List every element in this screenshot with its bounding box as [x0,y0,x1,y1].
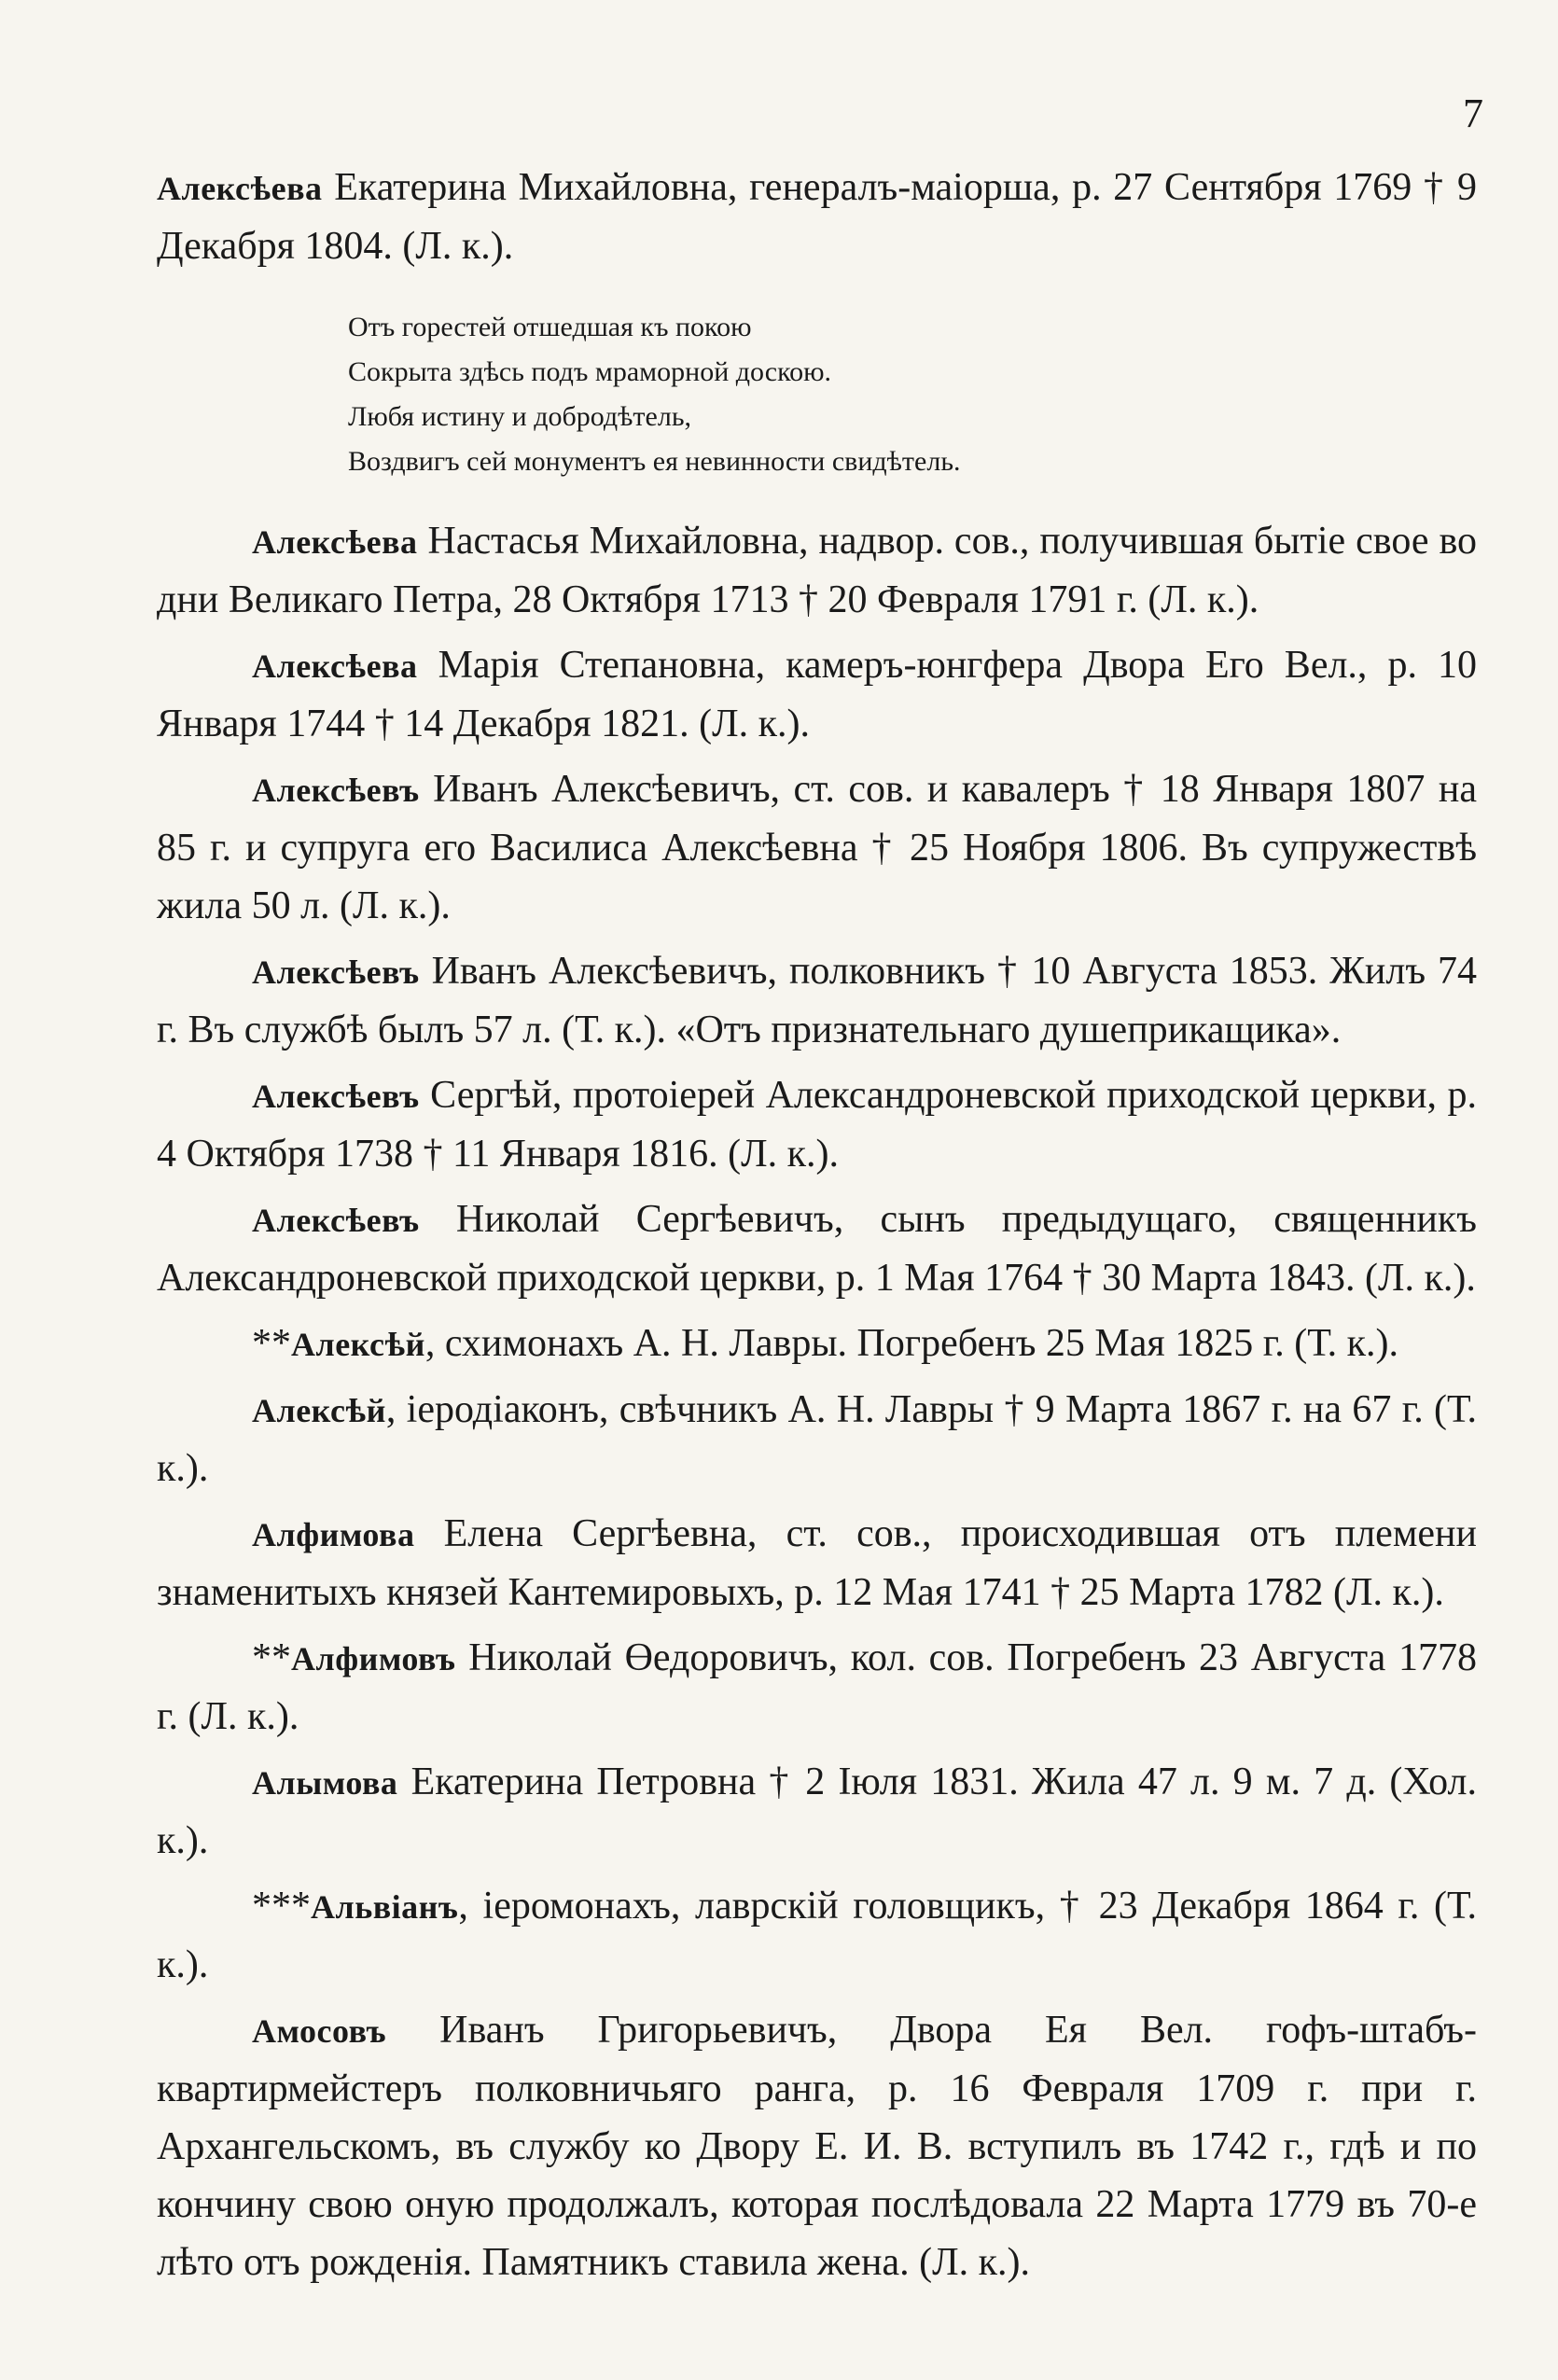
entry-text: Екатерина Петровна † 2 Iюля 1831. Жила 47 л. 9 м. 7 д. (Хол. к.). [157,1761,1477,1862]
entry-name: Амосовъ [252,2012,387,2050]
entry-12 [157,1753,1477,1870]
poem-line: Любя истину и добродѣтель, [348,401,692,432]
entry-text: Марiя Степановна, камеръ-юнгфера Двора Его Вел., р. 10 Января 1744 † 14 Декабря 1821. (Л. к.). [157,644,1477,745]
entry-text: , iеромонахъ, лаврскiй головщикъ, † 23 Декабря 1864 г. (Т. к.). [157,1885,1477,1986]
poem-line: Сокрыта здѣсь подъ мраморной доскою. [348,356,832,387]
entry-4 [157,760,1477,935]
entry-text: , iеродiаконъ, свѣчникъ А. Н. Лавры † 9 Марта 1867 г. на 67 г. (Т. к.). [157,1388,1477,1490]
entry-text: Николай Өедоровичъ, кол. сов. Погребенъ 23 Августа 1778 г. (Л. к.). [157,1636,1477,1738]
entry-3 [157,636,1477,753]
entry-text: Иванъ Алексѣевичъ, полковникъ † 10 Августа 1853. Жилъ 74 г. Въ службѣ былъ 57 л. (Т. к.). «Отъ признательнаго душеприкащика». [157,950,1477,1051]
entry-8 [157,1315,1477,1373]
entry-5 [157,942,1477,1059]
entry-name: Альвiанъ [311,1888,459,1926]
poem-line: Отъ горестей отшедшая къ покою [348,312,752,342]
entry-text: Иванъ Алексѣевичъ, ст. сов. и кавалеръ † 18 Января 1807 на 85 г. и супруга его Василиса Алексѣевна † 25 Ноября 1806. Въ супружествѣ жила 50 л. (Л. к.). [157,768,1477,927]
entry-text: Настасья Михайловна, надвор. сов., получившая бытiе свое во дни Великаго Петра, 28 Октября 1713 † 20 Февраля 1791 г. (Л. к.). [157,520,1477,621]
entry-9 [157,1381,1477,1497]
entry-6 [157,1066,1477,1183]
entry-13 [157,1877,1477,1994]
entry-text: , схимонахъ А. Н. Лавры. Погребенъ 25 Мая 1825 г. (Т. к.). [424,1322,1399,1365]
entry-text: Елена Сергѣевна, ст. сов., происходившая отъ племени знаменитыхъ князей Кантемировыхъ, р. 12 Мая 1741 † 25 Марта 1782 (Л. к.). [157,1512,1477,1614]
entry-1 [157,159,1477,275]
entry-name: Алексѣевъ [252,1078,420,1115]
entry-prefix: ** [252,1636,291,1679]
entry-text: Сергѣй, протоiерей Александроневской приходской церкви, р. 4 Октября 1738 † 11 Января 1816. (Л. к.). [157,1074,1477,1176]
entry-name: Алексѣевъ [252,953,420,991]
entry-name: Алымова [252,1764,398,1802]
entry-text: Иванъ Григорьевичъ, Двора Ея Вел. гофъ-штабъ-квартирмейстеръ полковничьяго ранга, р. 16 Февраля 1709 г. при г. Архангельскомъ, въ службу ко Двору Е. И. В. вступилъ въ 1742 г., гдѣ и по кончину свою оную продолжалъ, которая послѣдовала 22 Марта 1779 въ 70-е лѣто отъ рожденiя. Памятникъ ставила жена. (Л. к.). [157,2009,1477,2284]
entry-11 [157,1629,1477,1746]
epitaph-poem [348,305,1477,484]
poem-line: Воздвигъ сей монументъ ея невинности свидѣтель. [348,446,961,477]
page-number: 7 [1463,90,1483,136]
entry-prefix: *** [252,1885,311,1928]
entry-14 [157,2001,1477,2291]
entry-name: Алексѣевъ [252,1202,420,1239]
entry-text: Екатерина Михайловна, генералъ-маiорша, р. 27 Сентября 1769 † 9 Декабря 1804. (Л. к.). [157,166,1477,268]
entry-name: Алексѣевъ [252,772,420,809]
entry-text: Николай Сергѣевичъ, сынъ предыдущаго, священникъ Александроневской приходской церкви, р. 1 Мая 1764 † 30 Марта 1843. (Л. к.). [157,1198,1477,1300]
entry-10 [157,1505,1477,1621]
entry-name: Алексѣй [291,1326,425,1363]
entry-name: Алфимовъ [291,1640,456,1677]
entry-name: Алексѣева [252,647,418,685]
entry-7 [157,1190,1477,1307]
entry-name: Алексѣева [157,170,323,207]
entry-prefix: ** [252,1322,291,1365]
entry-2 [157,512,1477,629]
entries-list [157,159,1477,2299]
entry-name: Алексѣева [252,523,418,561]
entry-name: Алексѣй [252,1392,386,1429]
entry-name: Алфимова [252,1516,415,1553]
